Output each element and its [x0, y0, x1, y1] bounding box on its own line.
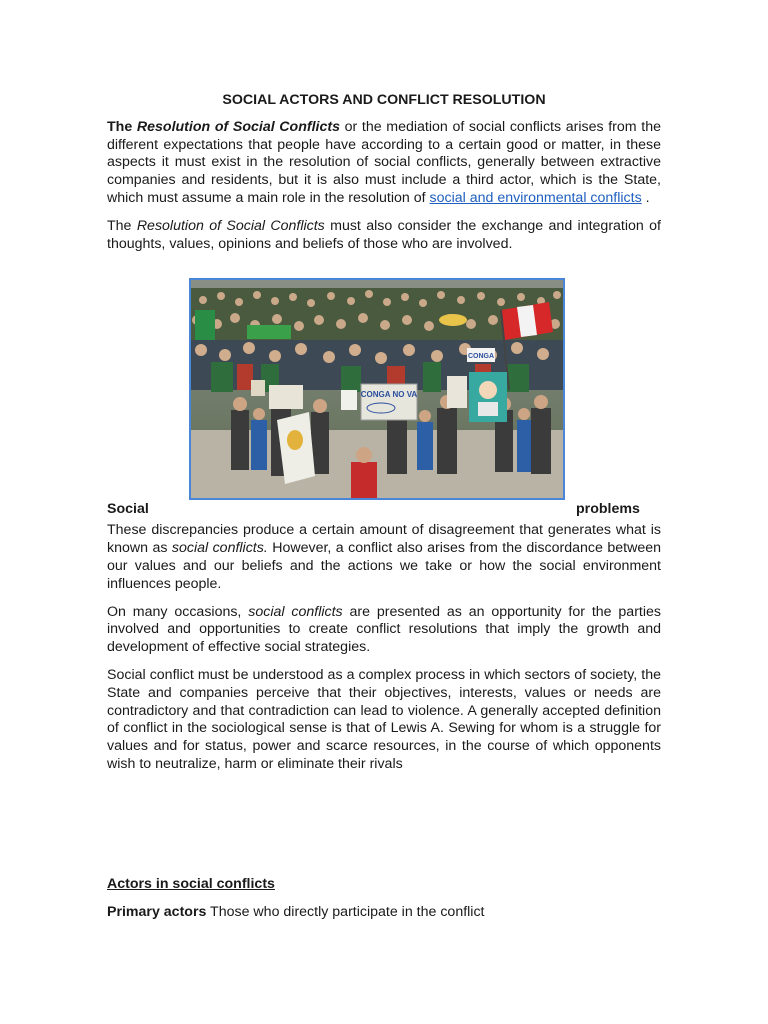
- page-title: SOCIAL ACTORS AND CONFLICT RESOLUTION: [222, 92, 546, 108]
- intro-end: .: [641, 189, 650, 206]
- intro-lead: The: [107, 118, 137, 135]
- discrepancies-em: social conflicts.: [171, 540, 268, 557]
- paragraph-discrepancies: [107, 522, 661, 593]
- document-body: [107, 92, 661, 931]
- spacer: [107, 784, 661, 876]
- occasions-text-b: are presented as an opportunity for the parties involved and opportunities to create conflict resolutions that imply the growth and development of effective social strategies.: [107, 603, 661, 656]
- occasions-text-a: On many occasions,: [107, 603, 249, 620]
- integration-lead: The: [107, 217, 137, 234]
- discrepancies-text-b: However, a conflict also arises from the discordance between our values and our beliefs and the actions we take or how the social environment influences people.: [107, 540, 661, 592]
- sign-conga-no-va: CONGA NO VA: [360, 390, 418, 400]
- occasions-em: social conflicts: [248, 603, 343, 620]
- primary-actors-label: Primary actors: [107, 903, 207, 920]
- actors-heading: Actors in social conflicts: [107, 875, 275, 892]
- primary-actors-text: Those who directly participate in the conflict: [206, 903, 485, 920]
- paragraph-integration: [107, 218, 661, 254]
- figure-row: [107, 278, 661, 518]
- integration-text: must also consider the exchange and integration of thoughts, values, opinions and beliefs of those who are involved.: [107, 217, 661, 252]
- figure-label-left: Social: [107, 500, 149, 517]
- discrepancies-text-a: These discrepancies produce a certain amount of disagreement that generates what is known as: [107, 522, 661, 557]
- paragraph-intro: [107, 119, 661, 208]
- protest-photo: [189, 278, 565, 500]
- sign-conga: CONGA: [467, 353, 495, 361]
- intro-term: Resolution of Social Conflicts: [136, 118, 340, 135]
- paragraph-primary-actors: [107, 904, 661, 922]
- social-environmental-conflicts-link[interactable]: social and environmental conflicts: [429, 189, 642, 206]
- paragraph-definition: Social conflict must be understood as a complex process in which sectors of society, the State and companies perceive that their objectives, interests, values or needs are contradictory and that contradiction can lead to violence. A generally accepted definition of conflict in the sociological sense is that of Lewis A. Sewing for whom is a struggle for values and for status, power and scarce resources, in the course of which opponents wish to neutralize, harm or eliminate their rivals: [107, 666, 661, 772]
- figure-label-right: problems: [576, 500, 640, 517]
- integration-term: Resolution of Social Conflicts: [136, 217, 325, 234]
- intro-text: or the mediation of social conflicts arises from the different expectations that people have according to a certain good or matter, in these aspects it must exist in the resolution of social conflicts, generally between extractive companies and residents, but it is also must include a third actor, which is the State, which must assume a main role in the resolution of: [107, 118, 661, 206]
- paragraph-occasions: [107, 604, 661, 657]
